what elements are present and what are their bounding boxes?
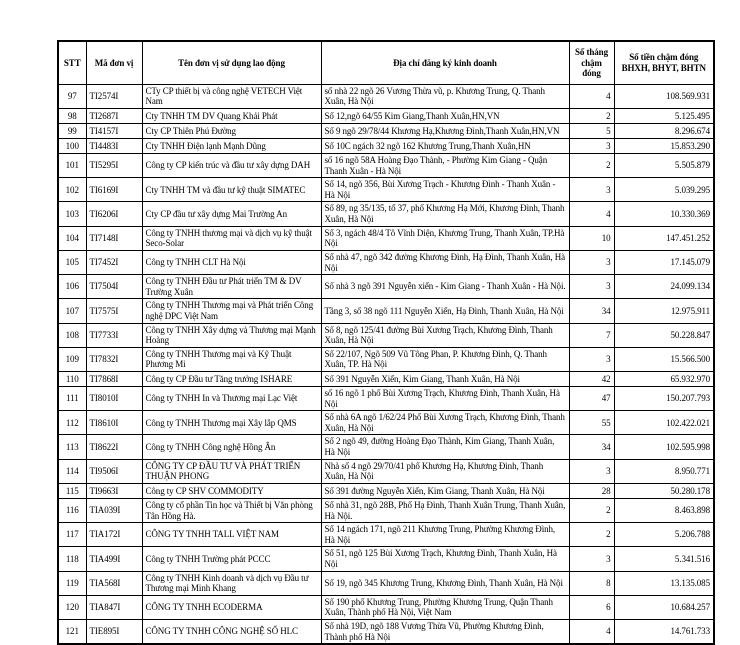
cell-so-tien: 8.950.771 [614, 459, 714, 483]
table-row [58, 523, 714, 547]
table-row [58, 595, 714, 619]
cell-so-tien: 50.228.847 [614, 323, 714, 347]
employer-debt-table [57, 40, 715, 645]
employer-table-body [58, 84, 714, 644]
cell-stt: 107 [58, 299, 86, 323]
cell-so-thang: 3 [569, 347, 614, 371]
cell-ma-don-vi: TIE895I [86, 619, 142, 644]
cell-so-thang: 4 [569, 84, 614, 108]
cell-stt: 109 [58, 347, 86, 371]
cell-ten-don-vi: Công ty TNHH thương mại và dịch vụ kỹ thuật Seco-Solar [142, 226, 321, 250]
cell-so-tien: 5.341.516 [614, 547, 714, 571]
table-row [58, 619, 714, 644]
cell-stt: 105 [58, 250, 86, 274]
cell-ma-don-vi: TI6206I [86, 202, 142, 226]
cell-ma-don-vi: TI5295I [86, 154, 142, 178]
cell-ma-don-vi: TI8622I [86, 435, 142, 459]
table-row [58, 323, 714, 347]
cell-so-thang: 3 [569, 178, 614, 202]
cell-ten-don-vi: Công ty TNHH CLT Hà Nội [142, 250, 321, 274]
table-row [58, 498, 714, 522]
cell-so-tien: 5.125.495 [614, 109, 714, 124]
cell-stt: 112 [58, 411, 86, 435]
cell-ma-don-vi: TI7148I [86, 226, 142, 250]
cell-so-thang: 3 [569, 547, 614, 571]
cell-dia-chi: Số 10C ngách 32 ngõ 162 Khương Trung,Thanh Xuân,HN [321, 139, 569, 154]
cell-ten-don-vi: CÔNG TY CP ĐẦU TƯ VÀ PHÁT TRIỂN THUẬN PHONG [142, 459, 321, 483]
cell-ten-don-vi: Cty TNHH TM và đầu tư kỹ thuật SIMATEC [142, 178, 321, 202]
cell-ten-don-vi: Công ty TNHH Thương mại và Kỹ Thuật Phương Mi [142, 347, 321, 371]
cell-ma-don-vi: TI7504I [86, 275, 142, 299]
cell-stt: 110 [58, 372, 86, 387]
cell-stt: 108 [58, 323, 86, 347]
cell-ma-don-vi: TI7868I [86, 372, 142, 387]
cell-so-tien: 24.099.134 [614, 275, 714, 299]
cell-ma-don-vi: TI2687I [86, 109, 142, 124]
cell-dia-chi: số 16 ngõ 1 phố Bùi Xương Trạch, Khương Đình, Thanh Xuân, Hà Nội [321, 387, 569, 411]
table-header [58, 41, 714, 84]
cell-so-tien: 10.684.257 [614, 595, 714, 619]
cell-ma-don-vi: TI2574I [86, 84, 142, 108]
cell-so-thang: 2 [569, 154, 614, 178]
cell-so-thang: 3 [569, 250, 614, 274]
cell-stt: 115 [58, 483, 86, 498]
cell-so-tien: 50.280.178 [614, 483, 714, 498]
table-row [58, 299, 714, 323]
cell-so-thang: 2 [569, 109, 614, 124]
cell-so-thang: 28 [569, 483, 614, 498]
cell-ma-don-vi: TI7452I [86, 250, 142, 274]
cell-stt: 116 [58, 498, 86, 522]
cell-so-tien: 108.569.931 [614, 84, 714, 108]
cell-ma-don-vi: TIA172I [86, 523, 142, 547]
cell-stt: 106 [58, 275, 86, 299]
header-stt: STT [58, 41, 86, 84]
cell-stt: 118 [58, 547, 86, 571]
table-row [58, 387, 714, 411]
cell-so-thang: 4 [569, 619, 614, 644]
cell-ten-don-vi: CÔNG TY TNHH ECODERMA [142, 595, 321, 619]
cell-stt: 121 [58, 619, 86, 644]
cell-so-thang: 4 [569, 202, 614, 226]
cell-stt: 119 [58, 571, 86, 595]
cell-so-tien: 102.422.021 [614, 411, 714, 435]
cell-so-tien: 65.932.970 [614, 372, 714, 387]
table-row [58, 250, 714, 274]
table-row [58, 347, 714, 371]
cell-ten-don-vi: Cty TNHH TM DV Quang Khải Phát [142, 109, 321, 124]
cell-stt: 103 [58, 202, 86, 226]
table-row [58, 84, 714, 108]
cell-stt: 104 [58, 226, 86, 250]
cell-stt: 101 [58, 154, 86, 178]
cell-so-thang: 2 [569, 523, 614, 547]
cell-so-tien: 8.463.898 [614, 498, 714, 522]
cell-so-tien: 14.761.733 [614, 619, 714, 644]
cell-ten-don-vi: Công ty TNHH Thương mại Xây lắp QMS [142, 411, 321, 435]
cell-ma-don-vi: TI7832I [86, 347, 142, 371]
cell-so-tien: 15.853.290 [614, 139, 714, 154]
cell-so-thang: 55 [569, 411, 614, 435]
table-row [58, 571, 714, 595]
table-row [58, 459, 714, 483]
cell-so-tien: 10.330.369 [614, 202, 714, 226]
cell-so-tien: 5.206.788 [614, 523, 714, 547]
cell-dia-chi: Số 3, ngách 48/4 Tô Vĩnh Diện, Khương Trung, Thanh Xuân, TP.Hà Nội [321, 226, 569, 250]
table-row [58, 483, 714, 498]
cell-dia-chi: Số 19, ngõ 345 Khương Trung, Khương Đình, Thanh Xuân, Hà Nội [321, 571, 569, 595]
table-row [58, 435, 714, 459]
cell-dia-chi: Số 9 ngõ 29/78/44 Khương Hạ,Khương Đình,Thanh Xuân,HN,VN [321, 124, 569, 139]
cell-stt: 111 [58, 387, 86, 411]
header-dia-chi: Địa chỉ đăng ký kinh doanh [321, 41, 569, 84]
cell-dia-chi: Số 89, ng 35/135, tổ 37, phố Khương Hạ Mới, Khương Đình, Thanh Xuân, Hà Nội [321, 202, 569, 226]
cell-dia-chi: Tầng 3, số 38 ngõ 111 Nguyễn Xiển, Hạ Đình, Thanh Xuân, Hà Nội [321, 299, 569, 323]
cell-stt: 113 [58, 435, 86, 459]
cell-so-tien: 150.207.793 [614, 387, 714, 411]
cell-dia-chi: số nhà 22 ngõ 26 Vương Thừa vũ, p. Khương Trung, Q. Thanh Xuân, Hà Nội [321, 84, 569, 108]
cell-ma-don-vi: TI9506I [86, 459, 142, 483]
table-row [58, 124, 714, 139]
cell-stt: 98 [58, 109, 86, 124]
cell-ten-don-vi: Công ty TNHH Xây dựng và Thương mại Mạnh Hoàng [142, 323, 321, 347]
cell-ten-don-vi: Công ty cổ phần Tin học và Thiết bị Văn phòng Tân Hồng Hà. [142, 498, 321, 522]
table-row [58, 109, 714, 124]
cell-dia-chi: Số 12,ngõ 64/55 Kim Giang,Thanh Xuân,HN,VN [321, 109, 569, 124]
cell-ma-don-vi: TI7733I [86, 323, 142, 347]
cell-so-tien: 15.566.500 [614, 347, 714, 371]
cell-so-thang: 6 [569, 595, 614, 619]
cell-dia-chi: Số 51, ngõ 125 Bùi Xương Trạch, Khương Đình, Thanh Xuân, Hà Nội [321, 547, 569, 571]
cell-so-tien: 5.039.295 [614, 178, 714, 202]
cell-so-tien: 13.135.085 [614, 571, 714, 595]
cell-so-thang: 3 [569, 459, 614, 483]
cell-ma-don-vi: TI9663I [86, 483, 142, 498]
header-so-tien: Số tiền chậm đóng BHXH, BHYT, BHTN [614, 41, 714, 84]
cell-ten-don-vi: Cty CP Thiên Phú Đường [142, 124, 321, 139]
cell-ma-don-vi: TIA039I [86, 498, 142, 522]
header-row [58, 41, 714, 84]
cell-so-tien: 8.296.674 [614, 124, 714, 139]
cell-so-tien: 5.505.879 [614, 154, 714, 178]
cell-ten-don-vi: Công ty CP kiến trúc và đầu tư xây dựng DAH [142, 154, 321, 178]
cell-dia-chi: Số 391 Nguyễn Xiển, Kim Giang, Thanh Xuân, Hà Nội [321, 372, 569, 387]
cell-so-thang: 7 [569, 323, 614, 347]
cell-so-thang: 8 [569, 571, 614, 595]
cell-dia-chi: Số 8, ngõ 125/41 đường Bùi Xương Trạch, Khương Đình, Thanh Xuân, Hà Nội [321, 323, 569, 347]
cell-ten-don-vi: Công ty TNHH Công nghệ Hồng Ân [142, 435, 321, 459]
cell-dia-chi: Số 2 ngõ 49, đường Hoàng Đạo Thành, Kim Giang, Thanh Xuân, Hà Nội [321, 435, 569, 459]
table-row [58, 154, 714, 178]
table-row [58, 275, 714, 299]
cell-so-thang: 34 [569, 299, 614, 323]
cell-stt: 120 [58, 595, 86, 619]
cell-ten-don-vi: CÔNG TY TNHH TALL VIỆT NAM [142, 523, 321, 547]
cell-ma-don-vi: TI6169I [86, 178, 142, 202]
table-row [58, 547, 714, 571]
table-row [58, 226, 714, 250]
cell-so-tien: 17.145.079 [614, 250, 714, 274]
cell-ten-don-vi: Công ty TNHH Thương mại và Phát triển Công nghệ DPC Việt Nam [142, 299, 321, 323]
cell-ten-don-vi: Công ty TNHH In và Thương mại Lạc Việt [142, 387, 321, 411]
cell-so-thang: 5 [569, 124, 614, 139]
cell-ten-don-vi: Cty TNHH Điện lạnh Mạnh Dũng [142, 139, 321, 154]
cell-ma-don-vi: TIA847I [86, 595, 142, 619]
cell-so-thang: 10 [569, 226, 614, 250]
cell-ten-don-vi: Công ty CP SHV COMMODITY [142, 483, 321, 498]
cell-dia-chi: Số 391 đường Nguyễn Xiển, Kim Giang, Thanh Xuân, Hà Nội [321, 483, 569, 498]
cell-dia-chi: Số 22/107, Ngõ 509 Vũ Tông Phan, P. Khương Đình, Q. Thanh Xuân, TP. Hà Nội [321, 347, 569, 371]
cell-dia-chi: Số 190 phố Khương Trung, Phường Khương Trung, Quận Thanh Xuân, Thành phố Hà Nội, Việt Nam [321, 595, 569, 619]
cell-dia-chi: Nhà số 4 ngõ 29/70/41 phố Khương Hạ, Khương Đình, Thanh Xuân, Hà Nội [321, 459, 569, 483]
header-ten-don-vi: Tên đơn vị sử dụng lao động [142, 41, 321, 84]
cell-ten-don-vi: Công ty CP Đầu tư Tăng trưởng ISHARE [142, 372, 321, 387]
cell-ma-don-vi: TI4483I [86, 139, 142, 154]
cell-ma-don-vi: TIA499I [86, 547, 142, 571]
cell-stt: 114 [58, 459, 86, 483]
cell-ten-don-vi: Cty CP đầu tư xây dựng Mai Trường An [142, 202, 321, 226]
cell-stt: 102 [58, 178, 86, 202]
cell-so-tien: 102.595.998 [614, 435, 714, 459]
cell-ma-don-vi: TI4157I [86, 124, 142, 139]
cell-ten-don-vi: Công ty TNHH Đầu tư Phát triển TM & DV Trường Xuân [142, 275, 321, 299]
cell-so-thang: 34 [569, 435, 614, 459]
cell-ma-don-vi: TI8010I [86, 387, 142, 411]
header-ma-don-vi: Mã đơn vị [86, 41, 142, 84]
cell-ten-don-vi: CÔNG TY TNHH CÔNG NGHỆ SỐ HLC [142, 619, 321, 644]
cell-dia-chi: Số nhà 6A ngõ 1/62/24 Phố Bùi Xương Trạch, Khương Đình, Thanh Xuân, Hà Nội [321, 411, 569, 435]
cell-stt: 100 [58, 139, 86, 154]
cell-dia-chi: Số nhà 3 ngõ 391 Nguyễn xiển - Kim Giang - Thanh Xuân - Hà Nội. [321, 275, 569, 299]
cell-dia-chi: số 16 ngõ 58A Hoàng Đạo Thành, - Phường Kim Giang - Quận Thanh Xuân - Hà Nội [321, 154, 569, 178]
cell-ma-don-vi: TI8610I [86, 411, 142, 435]
cell-stt: 117 [58, 523, 86, 547]
cell-so-thang: 47 [569, 387, 614, 411]
cell-so-tien: 147.451.252 [614, 226, 714, 250]
table-row [58, 411, 714, 435]
cell-stt: 97 [58, 84, 86, 108]
cell-ten-don-vi: CTy CP thiết bị và công nghệ VETECH Việt Nam [142, 84, 321, 108]
cell-dia-chi: Số nhà 19D, ngõ 188 Vương Thừa Vũ, Phường Khương Đình, Thành phố Hà Nội [321, 619, 569, 644]
cell-ma-don-vi: TI7575I [86, 299, 142, 323]
cell-dia-chi: Số 14, ngõ 356, Bùi Xương Trạch - Khương Đình - Thanh Xuân - Hà Nội [321, 178, 569, 202]
header-so-thang: Số tháng chậm đóng [569, 41, 614, 84]
cell-so-tien: 12.975.911 [614, 299, 714, 323]
cell-dia-chi: Số 14 ngách 171, ngõ 211 Khương Trung, Phường Khương Đình, Hà Nội [321, 523, 569, 547]
table-row [58, 139, 714, 154]
cell-dia-chi: Số nhà 31, ngõ 28B, Phố Hạ Đình, Thanh Xuân Trung, Thanh Xuân, Hà Nội. [321, 498, 569, 522]
cell-ma-don-vi: TIA568I [86, 571, 142, 595]
cell-dia-chi: Số nhà 47, ngõ 342 đường Khương Đình, Hạ Đình, Thanh Xuân, Hà Nội [321, 250, 569, 274]
cell-ten-don-vi: Công ty TNHH Trường phát PCCC [142, 547, 321, 571]
cell-ten-don-vi: Công ty TNHH Kinh doanh và dịch vụ Đầu tư Thương mại Minh Khang [142, 571, 321, 595]
table-row [58, 372, 714, 387]
cell-so-thang: 42 [569, 372, 614, 387]
table-row [58, 178, 714, 202]
cell-so-thang: 3 [569, 139, 614, 154]
cell-stt: 99 [58, 124, 86, 139]
cell-so-thang: 2 [569, 498, 614, 522]
table-row [58, 202, 714, 226]
cell-so-thang: 3 [569, 275, 614, 299]
